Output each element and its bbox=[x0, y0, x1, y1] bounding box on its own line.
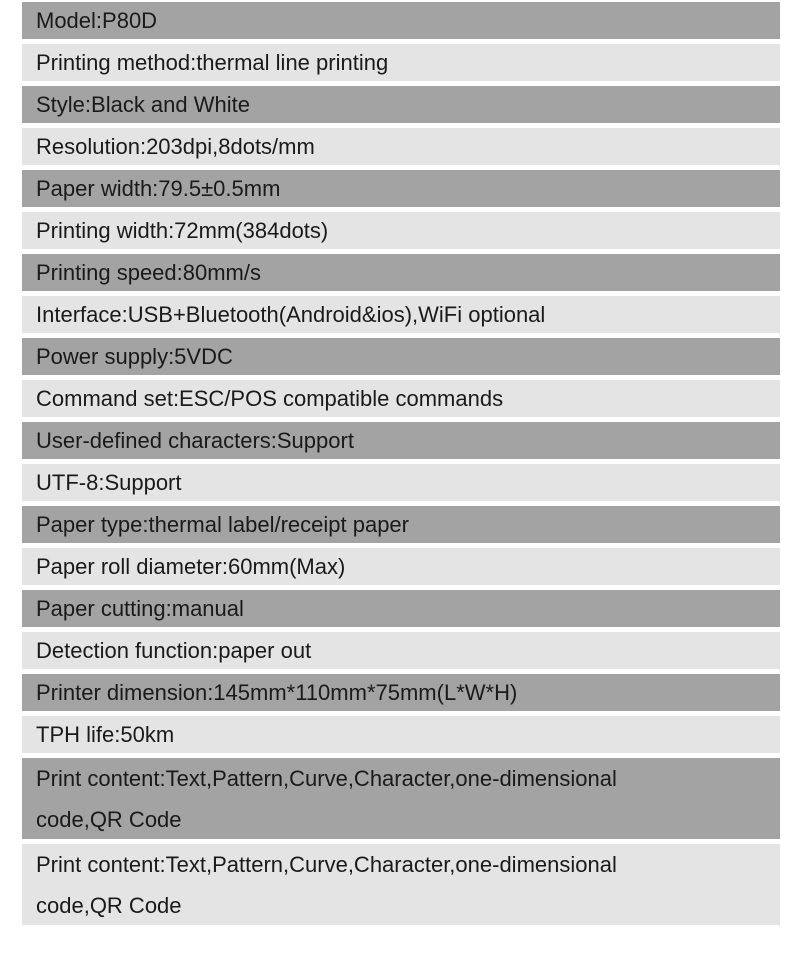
spec-row-text: Print content:Text,Pattern,Curve,Character,one-dimensional code,QR Code bbox=[36, 852, 617, 918]
spec-row bbox=[22, 506, 780, 543]
spec-row bbox=[22, 296, 780, 333]
spec-row bbox=[22, 128, 780, 165]
spec-row-text: Command set:ESC/POS compatible commands bbox=[36, 386, 504, 411]
spec-row bbox=[22, 844, 780, 925]
spec-row-text: Paper cutting:manual bbox=[36, 596, 244, 621]
spec-row bbox=[22, 548, 780, 585]
spec-row-text: Resolution:203dpi,8dots/mm bbox=[36, 134, 315, 159]
spec-row-text: TPH life:50km bbox=[36, 722, 175, 747]
spec-row-text: User-defined characters:Support bbox=[36, 428, 354, 453]
spec-row bbox=[22, 2, 780, 39]
spec-row bbox=[22, 338, 780, 375]
spec-row-text: Power supply:5VDC bbox=[36, 344, 233, 369]
spec-row bbox=[22, 212, 780, 249]
spec-row bbox=[22, 758, 780, 839]
spec-row bbox=[22, 422, 780, 459]
spec-table bbox=[22, 2, 780, 930]
spec-row bbox=[22, 380, 780, 417]
spec-row-text: Paper roll diameter:60mm(Max) bbox=[36, 554, 346, 579]
spec-row bbox=[22, 86, 780, 123]
spec-row bbox=[22, 674, 780, 711]
spec-row-text: Paper width:79.5±0.5mm bbox=[36, 176, 281, 201]
spec-row bbox=[22, 716, 780, 753]
spec-row-text: Printing method:thermal line printing bbox=[36, 50, 389, 75]
spec-row bbox=[22, 44, 780, 81]
spec-row-text: Detection function:paper out bbox=[36, 638, 312, 663]
spec-row-text: UTF-8:Support bbox=[36, 470, 182, 495]
spec-row-text: Printer dimension:145mm*110mm*75mm(L*W*H) bbox=[36, 680, 518, 705]
spec-row-text: Printing speed:80mm/s bbox=[36, 260, 261, 285]
spec-row bbox=[22, 590, 780, 627]
spec-row bbox=[22, 254, 780, 291]
spec-row bbox=[22, 632, 780, 669]
spec-row-text: Style:Black and White bbox=[36, 92, 250, 117]
spec-row-text: Model:P80D bbox=[36, 8, 158, 33]
spec-row-text: Printing width:72mm(384dots) bbox=[36, 218, 329, 243]
spec-row bbox=[22, 170, 780, 207]
spec-row bbox=[22, 464, 780, 501]
spec-row-text: Paper type:thermal label/receipt paper bbox=[36, 512, 409, 537]
spec-row-text: Print content:Text,Pattern,Curve,Character,one-dimensional code,QR Code bbox=[36, 766, 617, 832]
spec-row-text: Interface:USB+Bluetooth(Android&ios),WiFi optional bbox=[36, 302, 546, 327]
